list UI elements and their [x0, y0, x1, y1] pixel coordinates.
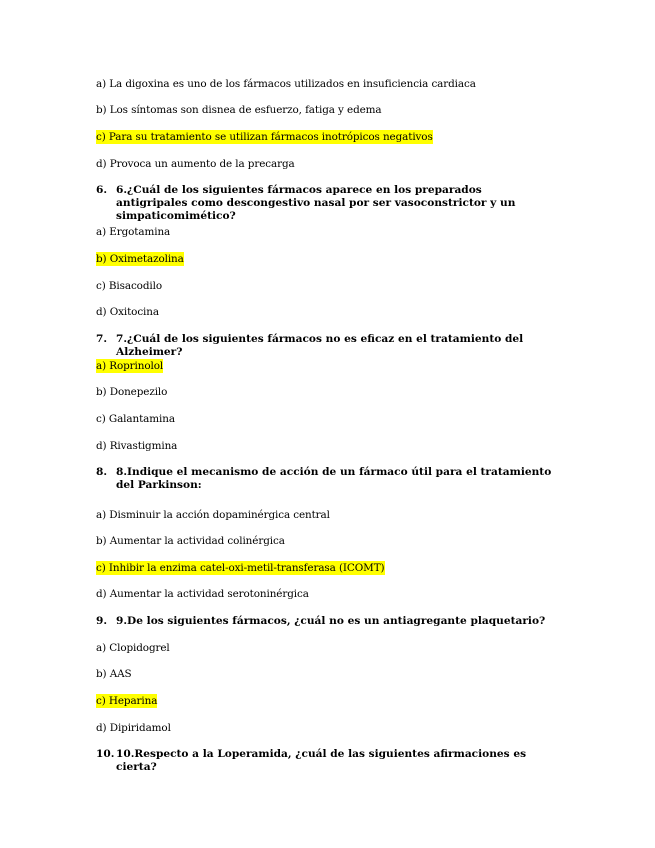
- question-number: 8.: [96, 466, 108, 478]
- option-text: a) Ergotamina: [96, 226, 171, 238]
- option-text-highlighted: c) Inhibir la enzima catel-oxi-metil-transferasa (ICOMT): [96, 562, 385, 574]
- option-text: c) Bisacodilo: [96, 280, 162, 292]
- option-text: c) Galantamina: [96, 413, 175, 425]
- answer-option: [96, 306, 159, 319]
- question-text: 9.De los siguientes fármacos, ¿cuál no es un antiagregante plaquetario?: [116, 615, 546, 627]
- question-number: 10.: [96, 748, 115, 760]
- answer-option-correct: [96, 253, 184, 266]
- option-text: d) Aumentar la actividad serotoninérgica: [96, 588, 309, 600]
- option-text: d) Provoca un aumento de la precarga: [96, 158, 295, 170]
- option-text: a) Clopidogrel: [96, 642, 170, 654]
- answer-option: [96, 722, 171, 735]
- question-number: 9.: [96, 615, 108, 627]
- option-text: b) Donepezilo: [96, 386, 168, 398]
- option-text: d) Rivastigmina: [96, 440, 178, 452]
- option-text-highlighted: b) Oximetazolina: [96, 253, 184, 265]
- question: [96, 748, 556, 774]
- option-text: d) Oxitocina: [96, 306, 159, 318]
- option-text: a) La digoxina es uno de los fármacos utilizados en insuficiencia cardiaca: [96, 78, 476, 90]
- answer-option: [96, 668, 132, 681]
- answer-option: [96, 509, 330, 522]
- question-text: 6.¿Cuál de los siguientes fármacos aparece en los preparados antigripales como descongestivo nasal por ser vasoconstrictor y un simpaticomimético?: [116, 184, 516, 222]
- option-text: b) Los síntomas son disnea de esfuerzo, fatiga y edema: [96, 104, 382, 116]
- question: [96, 333, 556, 359]
- answer-option-correct: [96, 360, 163, 373]
- answer-option-correct: [96, 562, 385, 575]
- answer-option-correct: [96, 131, 433, 144]
- question: [96, 466, 556, 492]
- option-text-highlighted: a) Roprinolol: [96, 360, 164, 372]
- option-text-highlighted: c) Heparina: [96, 695, 158, 707]
- answer-option-correct: [96, 695, 157, 708]
- option-text: b) Aumentar la actividad colinérgica: [96, 535, 285, 547]
- question-number: 7.: [96, 333, 108, 345]
- question: [96, 615, 556, 628]
- answer-option: [96, 158, 295, 171]
- question-text: 7.¿Cuál de los siguientes fármacos no es eficaz en el tratamiento del Alzheimer?: [116, 333, 524, 358]
- option-text-highlighted: c) Para su tratamiento se utilizan fármacos inotrópicos negativos: [96, 131, 433, 143]
- option-text: d) Dipiridamol: [96, 722, 171, 734]
- option-text: b) AAS: [96, 668, 132, 680]
- question-text: 8.Indique el mecanismo de acción de un fármaco útil para el tratamiento del Parkinson:: [116, 466, 552, 491]
- answer-option: [96, 642, 170, 655]
- answer-option: [96, 413, 175, 426]
- answer-option: [96, 588, 309, 601]
- option-text: a) Disminuir la acción dopaminérgica central: [96, 509, 330, 521]
- question-text: 10.Respecto a la Loperamida, ¿cuál de las siguientes afirmaciones es cierta?: [116, 748, 527, 773]
- answer-option: [96, 535, 285, 548]
- question-number: 6.: [96, 184, 108, 196]
- answer-option: [96, 104, 382, 117]
- answer-option: [96, 440, 177, 453]
- answer-option: [96, 226, 170, 239]
- answer-option: [96, 78, 476, 91]
- answer-option: [96, 386, 167, 399]
- answer-option: [96, 280, 162, 293]
- question: [96, 184, 556, 223]
